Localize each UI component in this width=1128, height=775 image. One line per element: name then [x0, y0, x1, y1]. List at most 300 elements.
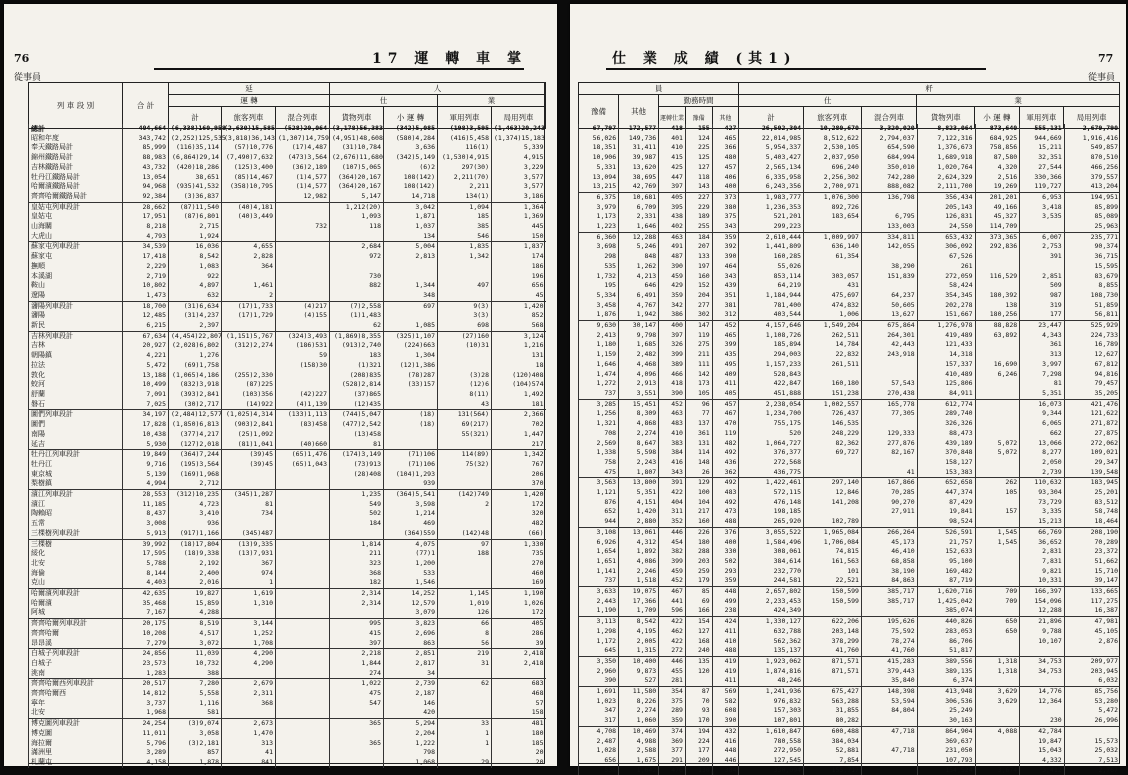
table-cell: 457	[712, 163, 739, 173]
row-label: 五常	[29, 519, 123, 529]
table-cell	[222, 519, 276, 529]
table-cell: 10,469	[619, 726, 659, 736]
table-cell: 184	[330, 519, 384, 529]
row-label: 北安	[29, 559, 123, 569]
table-cell: 1	[438, 739, 492, 749]
table-row	[579, 163, 1121, 173]
table-cell: 562,362	[739, 637, 804, 647]
table-cell: 1,222	[384, 739, 438, 749]
table-cell: 362	[712, 468, 739, 478]
table-cell: 696,240	[804, 163, 862, 173]
header-hours-sub: 豫備	[685, 107, 712, 129]
table-cell: (87)6,801	[169, 212, 222, 222]
table-cell: 1,145	[438, 589, 492, 599]
table-cell: 203,945	[1064, 667, 1120, 677]
table-cell: 1,924	[169, 232, 222, 242]
row-label: 奉天鐵路局計	[29, 143, 123, 153]
table-cell	[384, 430, 438, 440]
table-cell: (36)2,189	[276, 163, 330, 173]
table-cell: 3,042	[384, 202, 438, 212]
table-row	[29, 659, 546, 669]
table-cell: 272,062	[1064, 439, 1120, 449]
header-total: 合 計	[123, 83, 169, 129]
table-cell: 438	[659, 212, 686, 222]
table-cell: 183,945	[1064, 478, 1120, 488]
header-reserve: 豫備	[579, 95, 619, 129]
table-cell	[861, 756, 917, 766]
table-cell: 399	[659, 557, 686, 567]
table-cell: 944,669	[1020, 134, 1065, 144]
table-cell: 2,753	[1020, 242, 1065, 252]
table-cell: 133,003	[861, 222, 917, 232]
table-cell: 650	[975, 617, 1020, 627]
table-cell: 533	[384, 569, 438, 579]
row-label: 瀋陽列車段計	[29, 301, 123, 311]
table-cell: 63,892	[975, 331, 1020, 341]
table-cell	[276, 529, 330, 539]
table-cell: 168	[685, 637, 712, 647]
table-cell	[975, 458, 1020, 468]
table-cell: 369,637	[917, 737, 975, 747]
table-cell: 871,571	[804, 656, 862, 666]
table-cell: (364)7,244	[169, 450, 222, 460]
table-cell: 58,424	[917, 281, 975, 291]
table-cell: 5,339	[492, 143, 546, 153]
table-cell: 217	[492, 440, 546, 450]
table-cell: 343	[712, 272, 739, 282]
table-cell: 28,662	[123, 202, 169, 212]
table-cell	[276, 599, 330, 609]
table-cell	[330, 529, 384, 539]
table-cell: 16,789	[1064, 340, 1120, 350]
table-cell: 1,241,936	[739, 687, 804, 697]
table-cell: (1,151)5,767	[222, 331, 276, 341]
table-cell: 18,351	[579, 143, 619, 153]
table-cell	[276, 578, 330, 588]
table-cell: 2,366	[492, 410, 546, 420]
table-cell: 608	[712, 706, 739, 716]
row-label: 海拉爾	[29, 739, 123, 749]
table-cell: 3,350	[579, 656, 619, 666]
table-cell: 116,529	[975, 272, 1020, 282]
table-cell: 13,094	[579, 173, 619, 183]
table-cell: (17)1,733	[222, 301, 276, 311]
table-cell: 2,487	[579, 737, 619, 747]
table-cell: (364)559	[384, 529, 438, 539]
table-cell: 174	[492, 252, 546, 262]
table-cell: (7)2,558	[330, 301, 384, 311]
table-cell: 375	[659, 697, 686, 707]
table-row	[579, 716, 1121, 726]
table-row	[579, 646, 1121, 656]
table-cell: 2,211	[438, 182, 492, 192]
table-cell: 445	[492, 222, 546, 232]
table-cell: 495	[712, 360, 739, 370]
table-row	[579, 766, 1121, 775]
table-cell: 4,088	[975, 726, 1020, 736]
table-row	[579, 182, 1121, 192]
table-cell: 270	[492, 559, 546, 569]
table-cell	[804, 458, 862, 468]
table-cell: 384	[712, 766, 739, 775]
table-cell: 38,651	[169, 173, 222, 183]
table-cell: 12,846	[804, 488, 862, 498]
table-cell: 51,859	[1064, 301, 1120, 311]
table-cell	[438, 559, 492, 569]
table-cell: 151,667	[917, 310, 975, 320]
table-cell: (17)1,729	[222, 311, 276, 321]
table-cell: 150	[492, 232, 546, 242]
table-cell	[438, 351, 492, 361]
table-cell: 459	[659, 567, 686, 577]
table-cell	[222, 222, 276, 232]
corner-label-left: 從事員	[14, 73, 42, 83]
table-cell: (18)	[384, 410, 438, 420]
table-cell: 2,684	[330, 242, 384, 252]
table-row	[579, 379, 1121, 389]
table-cell: (4,454)22,807	[169, 331, 222, 341]
table-cell: 441	[659, 597, 686, 607]
table-cell: 404	[659, 498, 686, 508]
table-cell: 348	[384, 291, 438, 301]
table-row	[29, 608, 546, 618]
table-cell: 29	[438, 758, 492, 768]
table-row	[579, 478, 1121, 488]
table-cell: 172	[492, 500, 546, 510]
table-cell	[276, 559, 330, 569]
table-cell: 86,706	[917, 637, 975, 647]
table-cell: 161,563	[804, 557, 862, 567]
table-cell: 2,238,054	[739, 399, 804, 409]
table-cell: 1,060	[619, 716, 659, 726]
table-cell: 399	[659, 350, 686, 360]
table-cell: 20	[492, 748, 546, 758]
table-cell: (127)2,018	[169, 440, 222, 450]
table-cell: 841	[222, 758, 276, 768]
table-cell	[438, 509, 492, 519]
table-cell	[276, 629, 330, 639]
table-cell: 528,843	[739, 370, 804, 380]
table-cell: 277	[685, 301, 712, 311]
row-label: 總計	[29, 124, 123, 134]
header-sub-col: 計	[739, 107, 804, 129]
table-cell: (3,818)36,143	[222, 134, 276, 144]
table-row	[579, 527, 1121, 537]
table-cell	[438, 699, 492, 709]
table-header-right	[578, 82, 1120, 129]
table-cell: 166	[685, 606, 712, 616]
table-cell: 2,715	[169, 222, 222, 232]
table-cell: 51,662	[1064, 557, 1120, 567]
table-row	[29, 559, 546, 569]
table-cell: 146,535	[804, 419, 862, 429]
table-cell: 780,558	[739, 737, 804, 747]
table-cell: 2,712	[169, 479, 222, 489]
table-row	[29, 232, 546, 242]
table-cell: 98,524	[917, 517, 975, 527]
table-cell: (903)2,841	[222, 420, 276, 430]
table-cell: 857	[169, 748, 222, 758]
table-cell	[975, 340, 1020, 350]
table-cell: 64,237	[861, 291, 917, 301]
table-cell	[975, 706, 1020, 716]
table-cell: 425	[659, 163, 686, 173]
row-label: 北安	[29, 708, 123, 718]
table-cell: (364)5,541	[384, 490, 438, 500]
table-cell: (13)7,931	[222, 549, 276, 559]
table-cell: 389,556	[917, 656, 975, 666]
table-cell: 359	[659, 716, 686, 726]
table-cell	[384, 400, 438, 410]
table-cell: 767	[492, 460, 546, 470]
table-cell: 198,185	[739, 507, 804, 517]
table-cell: 55,026	[739, 262, 804, 272]
table-cell: 2,418	[492, 649, 546, 659]
table-cell: 1,214	[384, 509, 438, 519]
table-cell: 317	[579, 716, 619, 726]
table-row	[579, 687, 1121, 697]
table-cell: 151,238	[804, 389, 862, 399]
table-cell: 9(3)	[438, 301, 492, 311]
table-cell	[1020, 706, 1065, 716]
table-cell: 400	[712, 538, 739, 548]
table-cell: 52,881	[804, 746, 862, 756]
table-cell: 459	[659, 272, 686, 282]
table-cell: 8,519	[169, 619, 222, 629]
row-label: 牡丹江鐵路局計	[29, 173, 123, 183]
table-cell: 1,610,847	[739, 726, 804, 736]
table-cell: 116(1)	[438, 143, 492, 153]
table-cell: (71)106	[384, 450, 438, 460]
table-cell: 734	[222, 509, 276, 519]
table-cell: 381	[712, 301, 739, 311]
table-cell: 8,309	[619, 409, 659, 419]
table-cell: 1,173	[579, 212, 619, 222]
table-cell: 5,351	[1020, 389, 1065, 399]
table-cell: 108(142)	[384, 173, 438, 183]
table-cell: 3,598	[384, 500, 438, 510]
row-label: 陶賴昭	[29, 509, 123, 519]
table-cell: 2,565,134	[739, 163, 804, 173]
table-cell: 6,795	[861, 212, 917, 222]
table-cell: 10,280,670	[804, 124, 862, 134]
header-sub-col: 局用列車	[1064, 107, 1120, 129]
table-cell: 1,330	[492, 539, 546, 549]
table-cell: (85)14,467	[222, 173, 276, 183]
table-cell	[222, 272, 276, 282]
table-cell: 612,774	[917, 399, 975, 409]
table-cell: 2,050	[1020, 458, 1065, 468]
table-row	[579, 507, 1121, 517]
table-cell: 7,279	[123, 639, 169, 649]
table-cell: (39)45	[222, 460, 276, 470]
table-cell	[975, 716, 1020, 726]
table-cell: 4,290	[222, 659, 276, 669]
table-cell: 439	[712, 281, 739, 291]
table-cell: 368	[222, 699, 276, 709]
table-cell: 411	[712, 627, 739, 637]
table-cell: (312)2,274	[222, 341, 276, 351]
table-cell: (66)	[492, 529, 546, 539]
table-cell: (40)660	[276, 440, 330, 450]
table-cell: (57)10,776	[222, 143, 276, 153]
table-row	[579, 242, 1121, 252]
table-cell: 39,987	[619, 153, 659, 163]
table-cell: 395	[659, 203, 686, 213]
table-cell: 656	[579, 756, 619, 766]
table-cell: 483	[712, 488, 739, 498]
table-cell: 25,032	[1064, 746, 1120, 756]
table-cell: 5,294	[384, 719, 438, 729]
table-cell: (345)1,287	[222, 490, 276, 500]
table-cell: 10,802	[123, 281, 169, 291]
table-cell: 264,301	[861, 331, 917, 341]
table-cell	[861, 517, 917, 527]
table-cell: 1,338	[579, 448, 619, 458]
table-cell: 17,366	[619, 597, 659, 607]
row-label: 新民	[29, 321, 123, 331]
table-cell: 373,365	[975, 232, 1020, 242]
table-cell: 45	[492, 291, 546, 301]
table-cell: 194	[685, 726, 712, 736]
table-cell: 2,851	[384, 649, 438, 659]
table-cell: 2,876	[1064, 637, 1120, 647]
table-cell: 5,930	[123, 440, 169, 450]
table-cell: (2,028)6,802	[169, 341, 222, 351]
table-cell: 1,646	[579, 360, 619, 370]
table-cell: 41,760	[861, 646, 917, 656]
page-title-left: 17 運 轉 車 掌	[372, 51, 527, 67]
table-cell: 936	[169, 519, 222, 529]
table-cell: 180	[492, 729, 546, 739]
table-cell: 10,331	[1020, 576, 1065, 586]
table-cell	[276, 470, 330, 480]
table-cell: 1,172	[579, 637, 619, 647]
table-cell: 683	[492, 679, 546, 689]
table-cell: 4,332	[1020, 756, 1065, 766]
table-cell: 581	[169, 708, 222, 718]
table-cell: 463	[659, 232, 686, 242]
table-cell: 343	[712, 222, 739, 232]
table-cell: (3)2,181	[169, 739, 222, 749]
table-cell: 292,836	[975, 242, 1020, 252]
table-row	[579, 746, 1121, 756]
table-cell: 184	[685, 232, 712, 242]
table-cell: 369	[659, 737, 686, 747]
table-cell: 259	[685, 567, 712, 577]
table-cell: 4,320	[975, 163, 1020, 173]
table-row	[29, 222, 546, 232]
table-cell: 3,072	[169, 639, 222, 649]
table-cell: 323	[330, 559, 384, 569]
table-cell: 29,347	[1064, 458, 1120, 468]
table-cell: 272	[659, 646, 686, 656]
table-row	[579, 252, 1121, 262]
table-cell: 39,147	[1064, 576, 1120, 586]
table-cell: 2,204	[384, 729, 438, 739]
table-cell: 80,282	[804, 716, 862, 726]
table-cell: 3,229	[492, 163, 546, 173]
table-row	[579, 222, 1121, 232]
table-cell: 359	[712, 232, 739, 242]
table-cell	[1020, 676, 1065, 686]
table-cell	[222, 479, 276, 489]
table-cell: 382	[659, 547, 686, 557]
table-cell: 3,674	[975, 766, 1020, 775]
table-cell: 3,113	[579, 617, 619, 627]
table-cell: (364)20,167	[330, 173, 384, 183]
table-row	[29, 569, 546, 579]
header-hours: 勤務時間	[659, 95, 739, 107]
table-cell: 96	[685, 399, 712, 409]
table-cell: 12,364	[1020, 697, 1065, 707]
table-cell: 4,655	[222, 242, 276, 252]
table-cell: 141,208	[804, 498, 862, 508]
table-cell: 139,548	[1064, 468, 1120, 478]
table-cell: 153,383	[917, 468, 975, 478]
table-cell: 2,569	[579, 439, 619, 449]
table-cell: 3,289	[123, 748, 169, 758]
row-label: 南陽	[29, 430, 123, 440]
table-row	[29, 301, 546, 311]
table-cell: 6,335,958	[739, 173, 804, 183]
table-cell: 157,303	[739, 706, 804, 716]
table-cell: 391	[659, 478, 686, 488]
table-cell: 568	[492, 321, 546, 331]
table-cell: 436	[712, 458, 739, 468]
table-cell: 82,167	[861, 448, 917, 458]
table-cell	[685, 676, 712, 686]
table-row	[579, 637, 1121, 647]
table-cell	[861, 737, 917, 747]
table-cell: (342)5,149	[384, 153, 438, 163]
table-cell: (30)2,717	[169, 400, 222, 410]
table-cell: 202,278	[917, 301, 975, 311]
table-cell: 3,698	[579, 242, 619, 252]
table-row	[29, 182, 546, 192]
table-cell: 354	[659, 687, 686, 697]
table-cell: 343	[659, 468, 686, 478]
table-cell	[384, 272, 438, 282]
table-cell: 440,826	[917, 617, 975, 627]
table-cell: 308,061	[739, 547, 804, 557]
table-row	[579, 538, 1121, 548]
table-cell: 5,246	[619, 242, 659, 252]
table-cell: 35,468	[123, 599, 169, 609]
table-cell: 30,147	[619, 321, 659, 331]
table-cell: 2,767	[1064, 766, 1120, 775]
table-cell: 97	[438, 539, 492, 549]
table-cell: 2,243	[619, 458, 659, 468]
table-cell: 232,770	[739, 567, 804, 577]
table-cell: 798	[384, 748, 438, 758]
table-cell: 2,700,971	[804, 182, 862, 192]
table-cell: 1	[438, 729, 492, 739]
table-cell: 319	[1020, 301, 1065, 311]
table-cell: 1,364	[492, 202, 546, 212]
table-cell: 379,443	[861, 667, 917, 677]
table-cell: 2,588	[619, 746, 659, 756]
table-cell: 1,874,816	[739, 667, 804, 677]
table-cell	[804, 507, 862, 517]
table-cell: 1,518	[619, 576, 659, 586]
row-label: 牡丹江	[29, 460, 123, 470]
table-cell: 59	[276, 351, 330, 361]
table-cell: 271,872	[1064, 419, 1120, 429]
table-cell: 170	[685, 716, 712, 726]
table-cell: 388	[169, 669, 222, 679]
table-cell: 11,580	[619, 687, 659, 697]
